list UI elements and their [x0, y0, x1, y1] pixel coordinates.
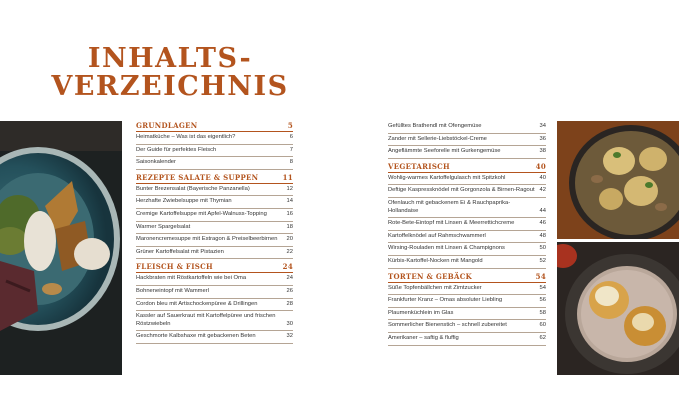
toc-entry-label: Geschmorte Kalbshaxe mit gebackenen Beten	[136, 333, 256, 340]
toc-entry[interactable]	[388, 308, 546, 321]
toc-entry-label: Cordon bleu mit Artischockenpüree & Drillingen	[136, 300, 258, 307]
section-heading-label: TORTEN & GEBÄCK	[388, 271, 472, 281]
toc-entry[interactable]	[388, 173, 546, 186]
toc-entry-page: 46	[539, 220, 546, 227]
toc-entry[interactable]	[388, 134, 546, 147]
toc-entry-label: Bunter Brezensalat (Bayerische Panzanella)	[136, 185, 250, 192]
section-heading	[136, 121, 293, 132]
toc-entry-label: Zander mit Sellerie-Liebstöckel-Creme	[388, 135, 487, 142]
toc-entry-label: Hackbraten mit Röstkartoffeln wie bei Oma	[136, 275, 247, 282]
toc-entry[interactable]	[136, 311, 293, 331]
toc-entry-page: 60	[539, 322, 546, 329]
section-heading	[136, 173, 293, 184]
toc-entry-page: 30	[286, 320, 293, 327]
toc-entry-label: Herzhafte Zwiebelsuppe mit Thymian	[136, 198, 232, 205]
section-heading-label: REZEPTE SALATE & SUPPEN	[136, 172, 259, 182]
toc-entry-label: Ofenlauch mit gebackenem Ei & Rauchpaprika-Hollandaise	[388, 199, 511, 214]
section-page-number: 11	[282, 172, 293, 182]
toc-entry-label: Kartoffelknödel auf Rahmschwammerl	[388, 232, 486, 239]
section-heading-label: FLEISCH & FISCH	[136, 262, 213, 272]
section-page-number: 24	[282, 262, 293, 272]
toc-entry[interactable]	[136, 157, 293, 170]
toc-entry[interactable]	[388, 218, 546, 231]
section-page-number: 5	[287, 121, 293, 130]
toc-entry-label: Angeflämmte Seeforelle mit Gurkengemüse	[388, 148, 501, 155]
toc-entry-label: Sommerlicher Bienenstich – schnell zubereitet	[388, 322, 507, 329]
toc-entry-page: 20	[286, 236, 293, 243]
toc-entry[interactable]	[388, 231, 546, 244]
toc-entry-page: 7	[289, 146, 293, 153]
toc-entry[interactable]	[388, 333, 546, 346]
toc-entry-page: 56	[539, 297, 546, 304]
section-page-number: 54	[535, 271, 546, 281]
toc-entry[interactable]	[388, 198, 546, 218]
plated-mushroom-dish-photo	[0, 121, 122, 375]
toc-entry-page: 16	[286, 210, 293, 217]
fried-dumplings-bowl-photo	[557, 242, 679, 375]
toc-entry[interactable]	[136, 209, 293, 222]
toc-entry-page: 42	[539, 187, 546, 194]
toc-entry-label: Wohlig-warmes Kartoffelgulasch mit Spitzkohl	[388, 174, 506, 181]
toc-entry[interactable]	[388, 283, 546, 296]
toc-entry[interactable]	[388, 256, 546, 269]
section-heading-label: VEGETARISCH	[388, 161, 450, 171]
toc-entry[interactable]	[136, 145, 293, 158]
toc-entry[interactable]	[136, 222, 293, 235]
toc-entry[interactable]	[136, 132, 293, 145]
toc-entry-label: Kassler auf Sauerkraut mit Kartoffelpüree und frischen Röstzwiebeln	[136, 313, 276, 327]
section-heading	[388, 162, 546, 173]
toc-entry-label: Süße Topfenbällchen mit Zimtzucker	[388, 284, 482, 291]
toc-entry-page: 50	[539, 245, 546, 252]
dumplings-in-pan-photo	[557, 121, 679, 239]
toc-entry-page: 62	[539, 334, 546, 341]
toc-entry-page: 6	[289, 134, 293, 140]
toc-entry-label: Der Guide für perfektes Fleisch	[136, 146, 217, 153]
toc-entry[interactable]	[136, 234, 293, 247]
toc-entry-page: 28	[286, 300, 293, 307]
toc-entry-page: 44	[539, 207, 546, 214]
toc-entry-page: 24	[286, 275, 293, 282]
toc-entry-label: Rote-Bete-Eintopf mit Linsen & Meerrettichcreme	[388, 220, 515, 227]
toc-entry-page: 58	[539, 309, 546, 316]
toc-entry-page: 38	[539, 148, 546, 155]
page-title-line1: INHALTS-	[87, 43, 253, 74]
toc-entry[interactable]	[388, 295, 546, 308]
toc-entry-page: 8	[289, 159, 293, 166]
toc-entry-label: Wirsing-Rouladen mit Linsen & Champignons	[388, 245, 505, 252]
toc-entry-page: 18	[286, 223, 293, 230]
toc-entry[interactable]	[136, 273, 293, 286]
toc-entry[interactable]	[388, 243, 546, 256]
toc-entry-label: Bohneneintopf mit Wammerl	[136, 287, 209, 294]
toc-entry-page: 54	[539, 284, 546, 291]
toc-entry-label: Gefülltes Brathendl mit Ofengemüse	[388, 123, 482, 129]
toc-entry-label: Amerikaner – saftig & fluffig	[388, 334, 459, 341]
toc-entry[interactable]	[388, 121, 546, 134]
page-title-line2: VERZEICHNIS	[51, 71, 289, 102]
toc-entry-page: 36	[539, 135, 546, 142]
toc-entry[interactable]	[136, 196, 293, 209]
toc-entry[interactable]	[136, 247, 293, 260]
toc-entry-label: Deftige Kaspressknödel mit Gorgonzola & Birnen-Ragout	[388, 187, 535, 194]
toc-entry-label: Kürbis-Kartoffel-Nocken mit Mangold	[388, 257, 483, 264]
toc-entry-page: 14	[286, 198, 293, 205]
toc-left-column	[136, 121, 293, 344]
toc-entry-page: 34	[539, 123, 546, 129]
toc-entry-label: Cremige Kartoffelsuppe mit Apfel-Walnuss-Topping	[136, 210, 267, 217]
toc-entry-label: Grüner Kartoffelsalat mit Pistazien	[136, 248, 224, 255]
toc-entry[interactable]	[388, 185, 546, 198]
toc-entry-page: 22	[286, 248, 293, 255]
section-page-number: 40	[535, 161, 546, 171]
toc-entry[interactable]	[136, 331, 293, 344]
toc-entry-label: Plaumenküchlein im Glas	[388, 309, 454, 316]
toc-entry-page: 12	[286, 185, 293, 192]
toc-entry-page: 52	[539, 257, 546, 264]
toc-entry[interactable]	[388, 320, 546, 333]
toc-entry-page: 40	[539, 174, 546, 181]
toc-entry-label: Frankfurter Kranz – Omas absoluter Liebling	[388, 297, 503, 304]
section-heading	[136, 262, 293, 273]
toc-entry-page: 48	[539, 232, 546, 239]
toc-entry-page: 26	[286, 287, 293, 294]
toc-entry[interactable]	[136, 184, 293, 197]
toc-entry[interactable]	[136, 286, 293, 299]
toc-entry[interactable]	[388, 146, 546, 159]
toc-entry-label: Maronencremesuppe mit Estragon & Preiselbeerbirnen	[136, 236, 278, 243]
toc-right-column	[388, 121, 546, 346]
toc-entry[interactable]	[136, 299, 293, 312]
toc-entry-label: Warmer Spargelsalat	[136, 223, 191, 230]
toc-entry-label: Heimatküche – Was ist das eigentlich?	[136, 134, 236, 140]
section-heading-label: GRUNDLAGEN	[136, 121, 198, 130]
section-heading	[388, 272, 546, 283]
toc-entry-page: 32	[286, 333, 293, 340]
toc-entry-label: Saisonkalender	[136, 159, 176, 166]
